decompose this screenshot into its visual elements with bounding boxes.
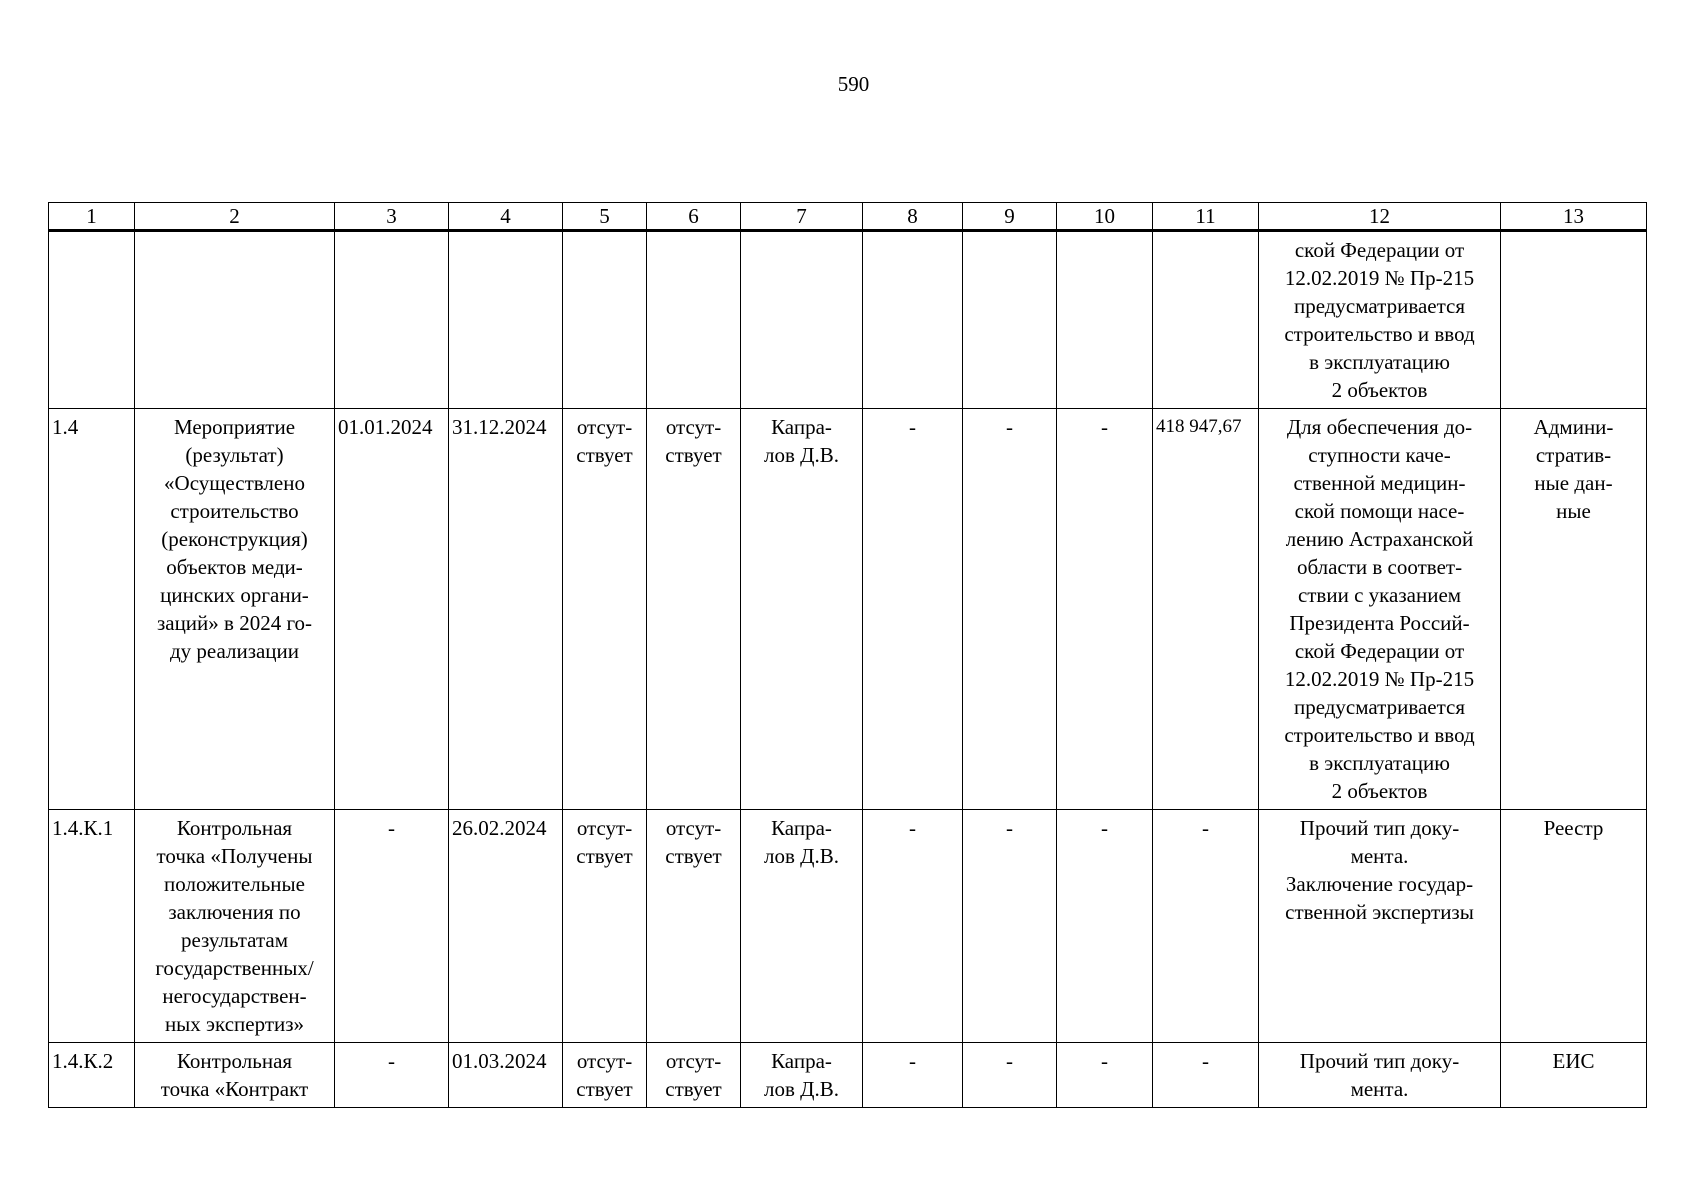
cell-col6: отсут- ствует — [647, 810, 741, 1043]
column-header: 1 — [49, 203, 135, 231]
column-header: 11 — [1153, 203, 1259, 231]
cell-col5: отсут- ствует — [563, 409, 647, 810]
column-header: 9 — [963, 203, 1057, 231]
table-row-1-4 — [49, 409, 1647, 810]
cell-col10: - — [1057, 1043, 1153, 1108]
cell-col10 — [1057, 231, 1153, 409]
cell-col9: - — [963, 1043, 1057, 1108]
cell-amount: - — [1153, 810, 1259, 1043]
cell-responsible: Капра- лов Д.В. — [741, 810, 863, 1043]
cell-source: ЕИС — [1501, 1043, 1647, 1108]
cell-col9: - — [963, 409, 1057, 810]
document-table — [48, 202, 1647, 1108]
cell-amount: - — [1153, 1043, 1259, 1108]
cell-description: Прочий тип доку- мента. — [1259, 1043, 1501, 1108]
column-header: 4 — [449, 203, 563, 231]
cell-source: Админи- стратив- ные дан- ные — [1501, 409, 1647, 810]
cell-col5: отсут- ствует — [563, 810, 647, 1043]
cell-col6 — [647, 231, 741, 409]
column-header: 7 — [741, 203, 863, 231]
page-number: 590 — [837, 72, 870, 96]
table-row-1-4-k2 — [49, 1043, 1647, 1108]
cell-responsible — [741, 231, 863, 409]
cell-col9 — [963, 231, 1057, 409]
cell-end-date: 01.03.2024 — [449, 1043, 563, 1108]
table-row-1-4-k1 — [49, 810, 1647, 1043]
cell-responsible: Капра- лов Д.В. — [741, 1043, 863, 1108]
cell-description: Прочий тип доку- мента. Заключение государ- ственной экспертизы — [1259, 810, 1501, 1043]
table-row-continuation — [49, 231, 1647, 409]
cell-start-date — [335, 231, 449, 409]
cell-amount: 418 947,67 — [1153, 409, 1259, 810]
cell-number: 1.4.К.2 — [49, 1043, 135, 1108]
cell-name: Контрольная точка «Получены положительные заключения по результатам государственных/ негосударствен- ных экспертиз» — [135, 810, 335, 1043]
column-header: 12 — [1259, 203, 1501, 231]
header-row — [49, 203, 1647, 231]
cell-number: 1.4.К.1 — [49, 810, 135, 1043]
cell-col6: отсут- ствует — [647, 1043, 741, 1108]
cell-number — [49, 231, 135, 409]
cell-start-date: - — [335, 810, 449, 1043]
cell-col10: - — [1057, 409, 1153, 810]
column-header: 5 — [563, 203, 647, 231]
cell-end-date — [449, 231, 563, 409]
cell-col10: - — [1057, 810, 1153, 1043]
cell-source: Реестр — [1501, 810, 1647, 1043]
column-header: 8 — [863, 203, 963, 231]
column-header: 2 — [135, 203, 335, 231]
cell-end-date: 31.12.2024 — [449, 409, 563, 810]
column-header: 3 — [335, 203, 449, 231]
cell-col5 — [563, 231, 647, 409]
cell-name: Контрольная точка «Контракт — [135, 1043, 335, 1108]
cell-name: Мероприятие (результат) «Осуществлено строительство (реконструкция) объектов меди- цинских органи- заций» в 2024 го- ду реализации — [135, 409, 335, 810]
cell-name — [135, 231, 335, 409]
column-header: 10 — [1057, 203, 1153, 231]
cell-source — [1501, 231, 1647, 409]
cell-col8: - — [863, 810, 963, 1043]
cell-responsible: Капра- лов Д.В. — [741, 409, 863, 810]
cell-col6: отсут- ствует — [647, 409, 741, 810]
cell-col5: отсут- ствует — [563, 1043, 647, 1108]
cell-col9: - — [963, 810, 1057, 1043]
cell-col8: - — [863, 1043, 963, 1108]
column-header: 13 — [1501, 203, 1647, 231]
cell-number: 1.4 — [49, 409, 135, 810]
cell-amount — [1153, 231, 1259, 409]
cell-col8 — [863, 231, 963, 409]
cell-start-date: 01.01.2024 — [335, 409, 449, 810]
cell-description: Для обеспечения до- ступности каче- ственной медицин- ской помощи насе- лению Астраханской области в соответ- ствии с указанием Президента Россий- ской Федерации от 12.02.2019 № Пр-215 предусматривается строительство и ввод в эксплуатацию 2 объектов — [1259, 409, 1501, 810]
cell-description: ской Федерации от 12.02.2019 № Пр-215 предусматривается строительство и ввод в эксплуатацию 2 объектов — [1259, 231, 1501, 409]
cell-col8: - — [863, 409, 963, 810]
cell-start-date: - — [335, 1043, 449, 1108]
column-header: 6 — [647, 203, 741, 231]
cell-end-date: 26.02.2024 — [449, 810, 563, 1043]
